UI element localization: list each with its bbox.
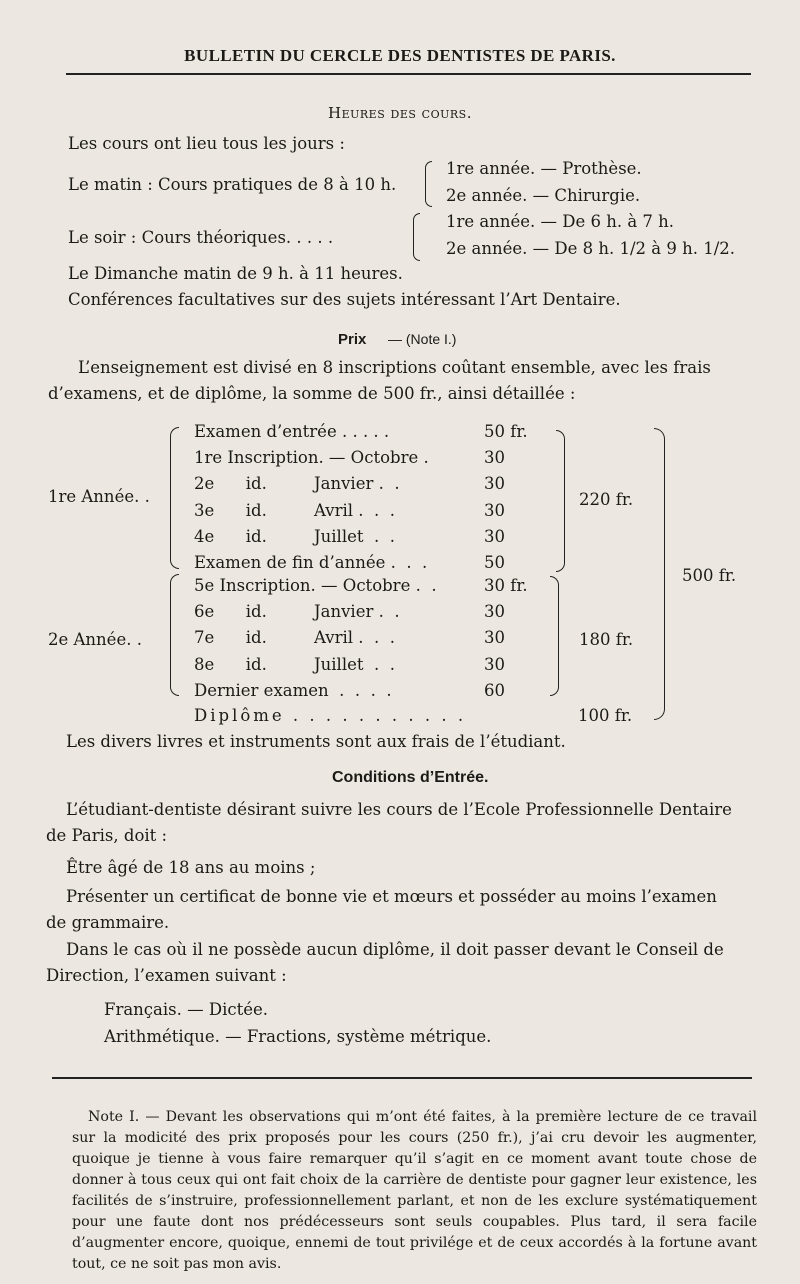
brace-total: [654, 428, 665, 720]
conditions-p1a: L’étudiant-dentiste désirant suivre les cours de l’Ecole Professionnelle Dentaire: [66, 800, 732, 819]
heures-soir-1: 1re année. — De 6 h. à 7 h.: [446, 212, 675, 231]
price-row-amount: 30: [484, 526, 505, 546]
prix-para-1: L’enseignement est divisé en 8 inscriptions coûtant ensemble, avec les frais: [78, 358, 711, 377]
heures-soir-2: 2e année. — De 8 h. 1/2 à 9 h. 1/2.: [446, 239, 735, 258]
running-head: BULLETIN DU CERCLE DES DENTISTES DE PARIS.: [184, 46, 616, 65]
price-row-item: 4e id. Juillet . .: [194, 526, 395, 546]
conditions-p4b: Direction, l’examen suivant :: [46, 966, 287, 985]
price-row-amount: 30: [484, 448, 505, 468]
price-row-amount: 30: [484, 602, 505, 622]
heures-dimanche: Le Dimanche matin de 9 h. à 11 heures.: [68, 264, 403, 283]
brace-matin: [425, 161, 432, 207]
price-row-amount: 30: [484, 474, 505, 494]
price-row-amount: 60: [484, 680, 505, 700]
diplome-line: Diplôme . . . . . . . . . . .: [194, 706, 467, 725]
price-row-item: 2e id. Janvier . .: [194, 474, 400, 494]
price-row-amount: 30: [484, 654, 505, 674]
conditions-p4a: Dans le cas où il ne possède aucun diplôme, il doit passer devant le Conseil de: [66, 940, 724, 959]
heures-matin-1: 1re année. — Prothèse.: [446, 159, 642, 178]
brace-soir: [413, 213, 420, 261]
livres-line: Les divers livres et instruments sont aux frais de l’étudiant.: [66, 732, 566, 751]
conditions-p1b: de Paris, doit :: [46, 826, 168, 845]
conditions-p3a: Présenter un certificat de bonne vie et mœurs et posséder au moins l’examen: [66, 887, 717, 906]
price-row-amount: 50 fr.: [484, 422, 528, 441]
price-row-item: 8e id. Juillet . .: [194, 654, 395, 674]
conditions-p5: Français. — Dictée.: [104, 1000, 269, 1019]
price-row-item: 5e Inscription. — Octobre . .: [194, 576, 437, 595]
price-row-item: Examen d’entrée . . . . .: [194, 422, 390, 441]
brace-annee-1-left: [170, 427, 179, 569]
subtotal-year-2: 180 fr.: [579, 630, 634, 649]
price-row-item: Dernier examen . . . .: [194, 680, 392, 700]
conditions-p2: Être âgé de 18 ans au moins ;: [66, 858, 316, 877]
conditions-p3b: de grammaire.: [46, 913, 170, 932]
header-rule: [66, 73, 751, 75]
price-row-item: 3e id. Avril . . .: [194, 500, 395, 520]
conditions-title: Conditions d’Entrée.: [332, 769, 489, 786]
prix-title: Prix: [338, 331, 367, 348]
annee-1-label: 1re Année. .: [48, 487, 150, 506]
brace-annee-2-left: [170, 574, 179, 696]
price-row-amount: 50: [484, 553, 505, 572]
price-row-amount: 30 fr.: [484, 576, 528, 595]
footnote: Note I. — Devant les observations qui m’ont été faites, à la première lecture de ce travail sur la modicité des prix proposés pour les cours (250 fr.), j’ai cru devoir les augmenter, quoique je tienne à vous faire remarquer qu’il s’agit en ce moment avant toute chose de donner à tous ceux qui ont fait choix de la carrière de dentiste pour gagner leur existence, les facilités de s’instruire, professionnellement parlant, et non de les exclure systématiquement pour une faute dont nos prédécesseurs sont seuls coupables. Plus tard, il sera facile d’augmenter encore, quoique, ennemi de tout privilége et de ceux accordés à la fortune avant tout, ce ne soit pas mon avis.: [72, 1109, 757, 1272]
prix-para-2: d’examens, et de diplôme, la somme de 500 fr., ainsi détaillée :: [48, 384, 576, 403]
subtotal-year-1: 220 fr.: [579, 490, 634, 509]
section-title-heures: Heures des cours.: [328, 104, 472, 122]
heures-intro: Les cours ont lieu tous les jours :: [68, 134, 345, 153]
heures-conferences: Conférences facultatives sur des sujets intéressant l’Art Dentaire.: [68, 290, 621, 309]
price-row-item: 1re Inscription. — Octobre .: [194, 448, 429, 468]
price-row-item: Examen de fin d’année . . .: [194, 553, 428, 572]
diplome-amount: 100 fr.: [578, 706, 633, 725]
price-row-amount: 30: [484, 628, 505, 648]
brace-annee-1-right: [556, 430, 565, 572]
footer-rule: [52, 1077, 752, 1079]
heures-matin: Le matin : Cours pratiques de 8 à 10 h.: [68, 175, 397, 194]
prix-note-ref: — (Note I.): [388, 331, 457, 347]
total-amount: 500 fr.: [682, 566, 737, 585]
price-row-item: 6e id. Janvier . .: [194, 602, 400, 622]
price-row-item: 7e id. Avril . . .: [194, 628, 395, 648]
annee-2-label: 2e Année. .: [48, 630, 142, 649]
brace-annee-2-right: [550, 576, 559, 696]
heures-matin-2: 2e année. — Chirurgie.: [446, 186, 641, 205]
conditions-p6: Arithmétique. — Fractions, système métrique.: [104, 1027, 492, 1046]
heures-soir: Le soir : Cours théoriques. . . . .: [68, 228, 334, 247]
price-row-amount: 30: [484, 500, 505, 520]
